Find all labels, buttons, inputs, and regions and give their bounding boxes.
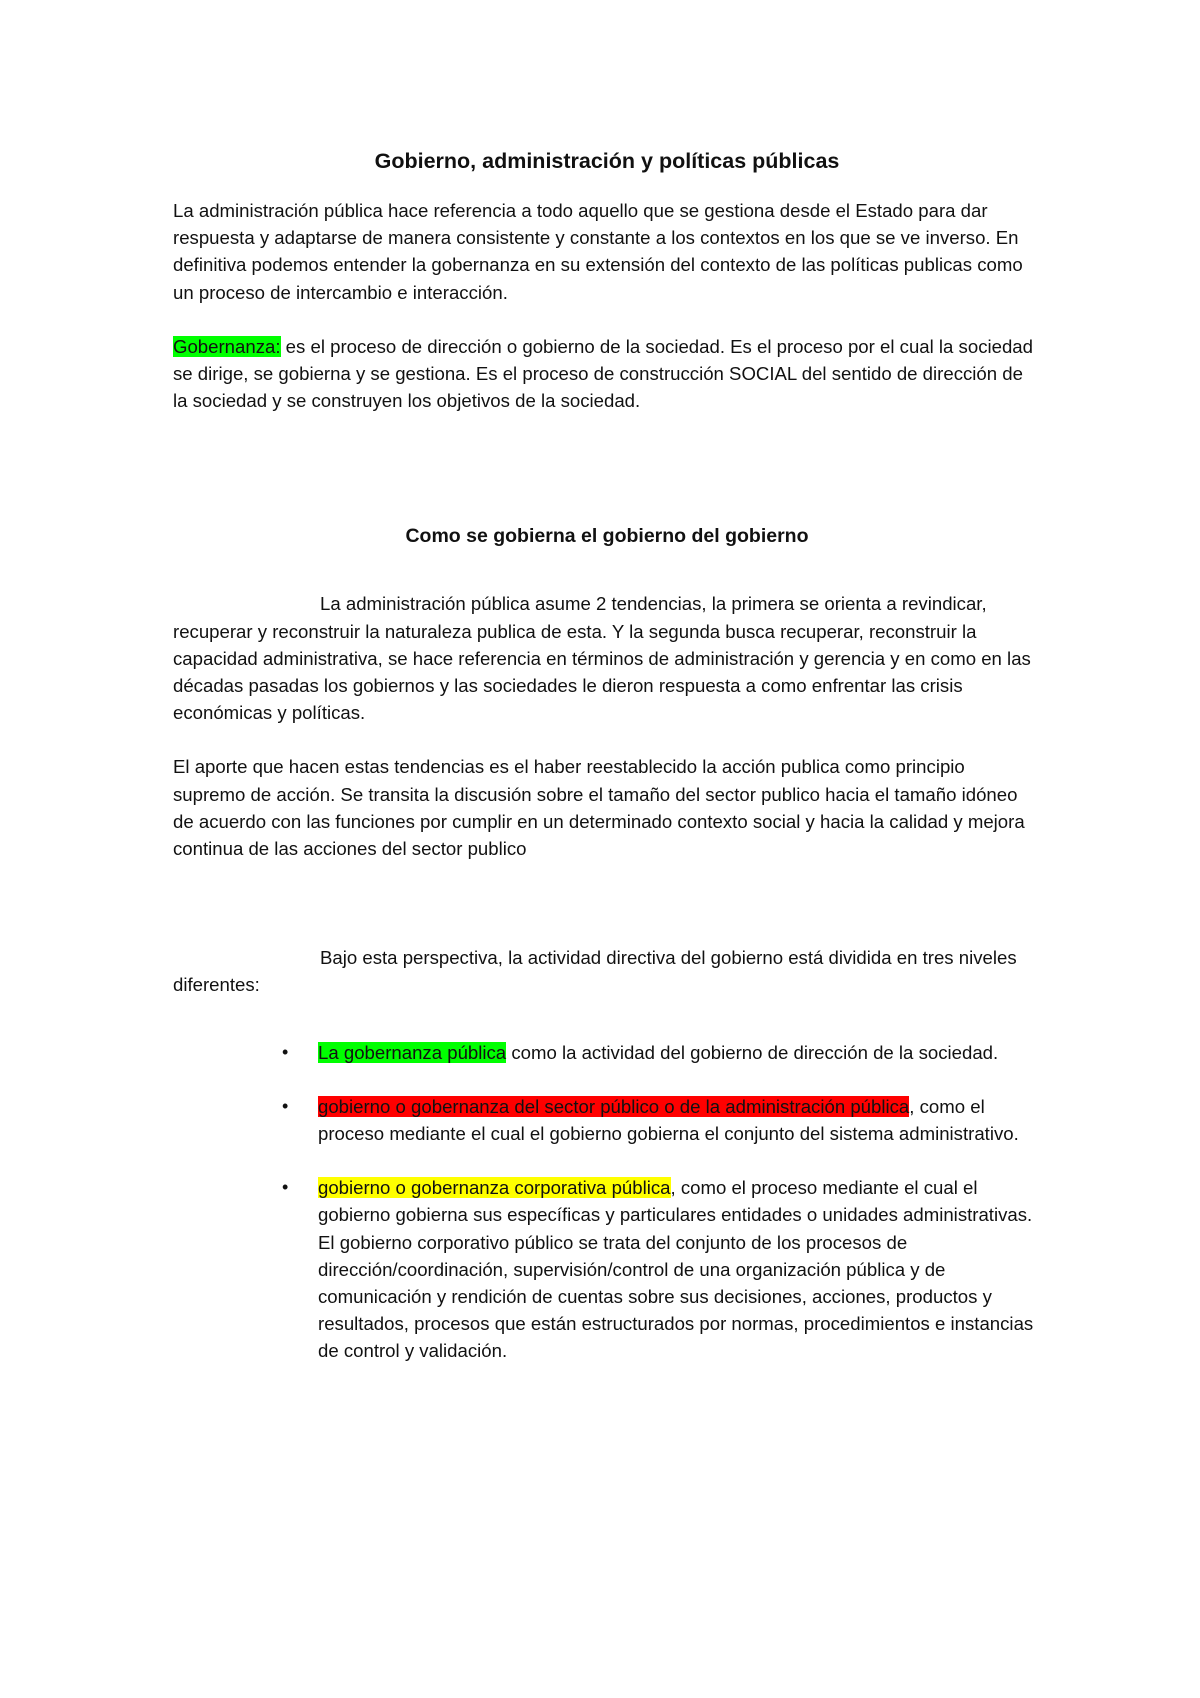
levels-intro-paragraph: Bajo esta perspectiva, la actividad directiva del gobierno está dividida en tres niveles diferentes:: [173, 947, 1017, 996]
bullet-icon: •: [282, 1177, 289, 1198]
spacer: [173, 999, 1041, 1039]
definition-paragraph: [173, 333, 1041, 415]
intro-paragraph: La administración pública hace referencia a todo aquello que se gestiona desde el Estado para dar respuesta y adaptarse de manera consistente y constante a los contextos en los que se ve inverso. En definitiva podemos entender la gobernanza en su extensión del contexto de las políticas publicas como un proceso de intercambio e interacción.: [173, 200, 1023, 303]
highlighted-term: gobierno o gobernanza del sector público o de la administración pública: [318, 1095, 910, 1117]
definition-text: es el proceso de dirección o gobierno de la sociedad. Es el proceso por el cual la sociedad se dirige, se gobierna y se gestiona. Es el proceso de construcción SOCIAL del sentido de dirección de la sociedad y se construyen los objetivos de la sociedad.: [173, 335, 1033, 412]
list-item: [282, 1039, 1041, 1066]
definition-term: Gobernanza:: [173, 335, 281, 357]
spacer: [173, 306, 1041, 333]
contribution-paragraph: El aporte que hacen estas tendencias es el haber reestablecido la acción publica como principio supremo de acción. Se transita la discusión sobre el tamaño del sector publico hacia el tamaño idóneo de acuerdo con las funciones por cumplir en un determinado contexto social y hacia la calidad y mejora continua de las acciones del sector publico: [173, 756, 1025, 860]
bullet-icon: •: [282, 1041, 289, 1062]
highlighted-term: La gobernanza pública: [318, 1041, 507, 1063]
list-item-text: , como el proceso mediante el cual el gobierno gobierna el conjunto del sistema administrativo.: [318, 1095, 1019, 1145]
spacer: [173, 550, 1041, 590]
list-item: [282, 1174, 1041, 1364]
list-item-text: como la actividad del gobierno de dirección de la sociedad.: [506, 1041, 999, 1063]
highlighted-term: gobierno o gobernanza corporativa pública: [318, 1177, 671, 1199]
page-title: Gobierno, administración y políticas públicas: [374, 149, 840, 173]
spacer: [173, 726, 1041, 753]
list-item: [282, 1093, 1041, 1147]
bullet-icon: •: [282, 1095, 289, 1116]
list-item-text: , como el proceso mediante el cual el gobierno gobierna sus específicas y particulares entidades o unidades administrativas. El gobierno corporativo público se trata del conjunto de los procesos de dirección/coordinación, supervisión/control de una organización pública y de comunicación y rendición de cuentas sobre sus decisiones, acciones, productos y resultados, procesos que están estructurados por normas, procedimientos e instancias de control y validación.: [318, 1177, 1034, 1362]
spacer: [173, 414, 1041, 522]
section-title: Como se gobierna el gobierno del gobierno: [405, 525, 809, 548]
spacer: [173, 862, 1041, 944]
document-body: [173, 146, 1041, 1365]
levels-list: [173, 1039, 1041, 1365]
tendencies-paragraph: La administración pública asume 2 tendencias, la primera se orienta a revindicar, recuperar y reconstruir la naturaleza publica de esta. Y la segunda busca recuperar, reconstruir la capacidad administrativa, se hace referencia en términos de administración y gerencia y en como en las décadas pasadas los gobiernos y las sociedades le dieron respuesta a como enfrentar las crisis económicas y políticas.: [173, 593, 1031, 724]
